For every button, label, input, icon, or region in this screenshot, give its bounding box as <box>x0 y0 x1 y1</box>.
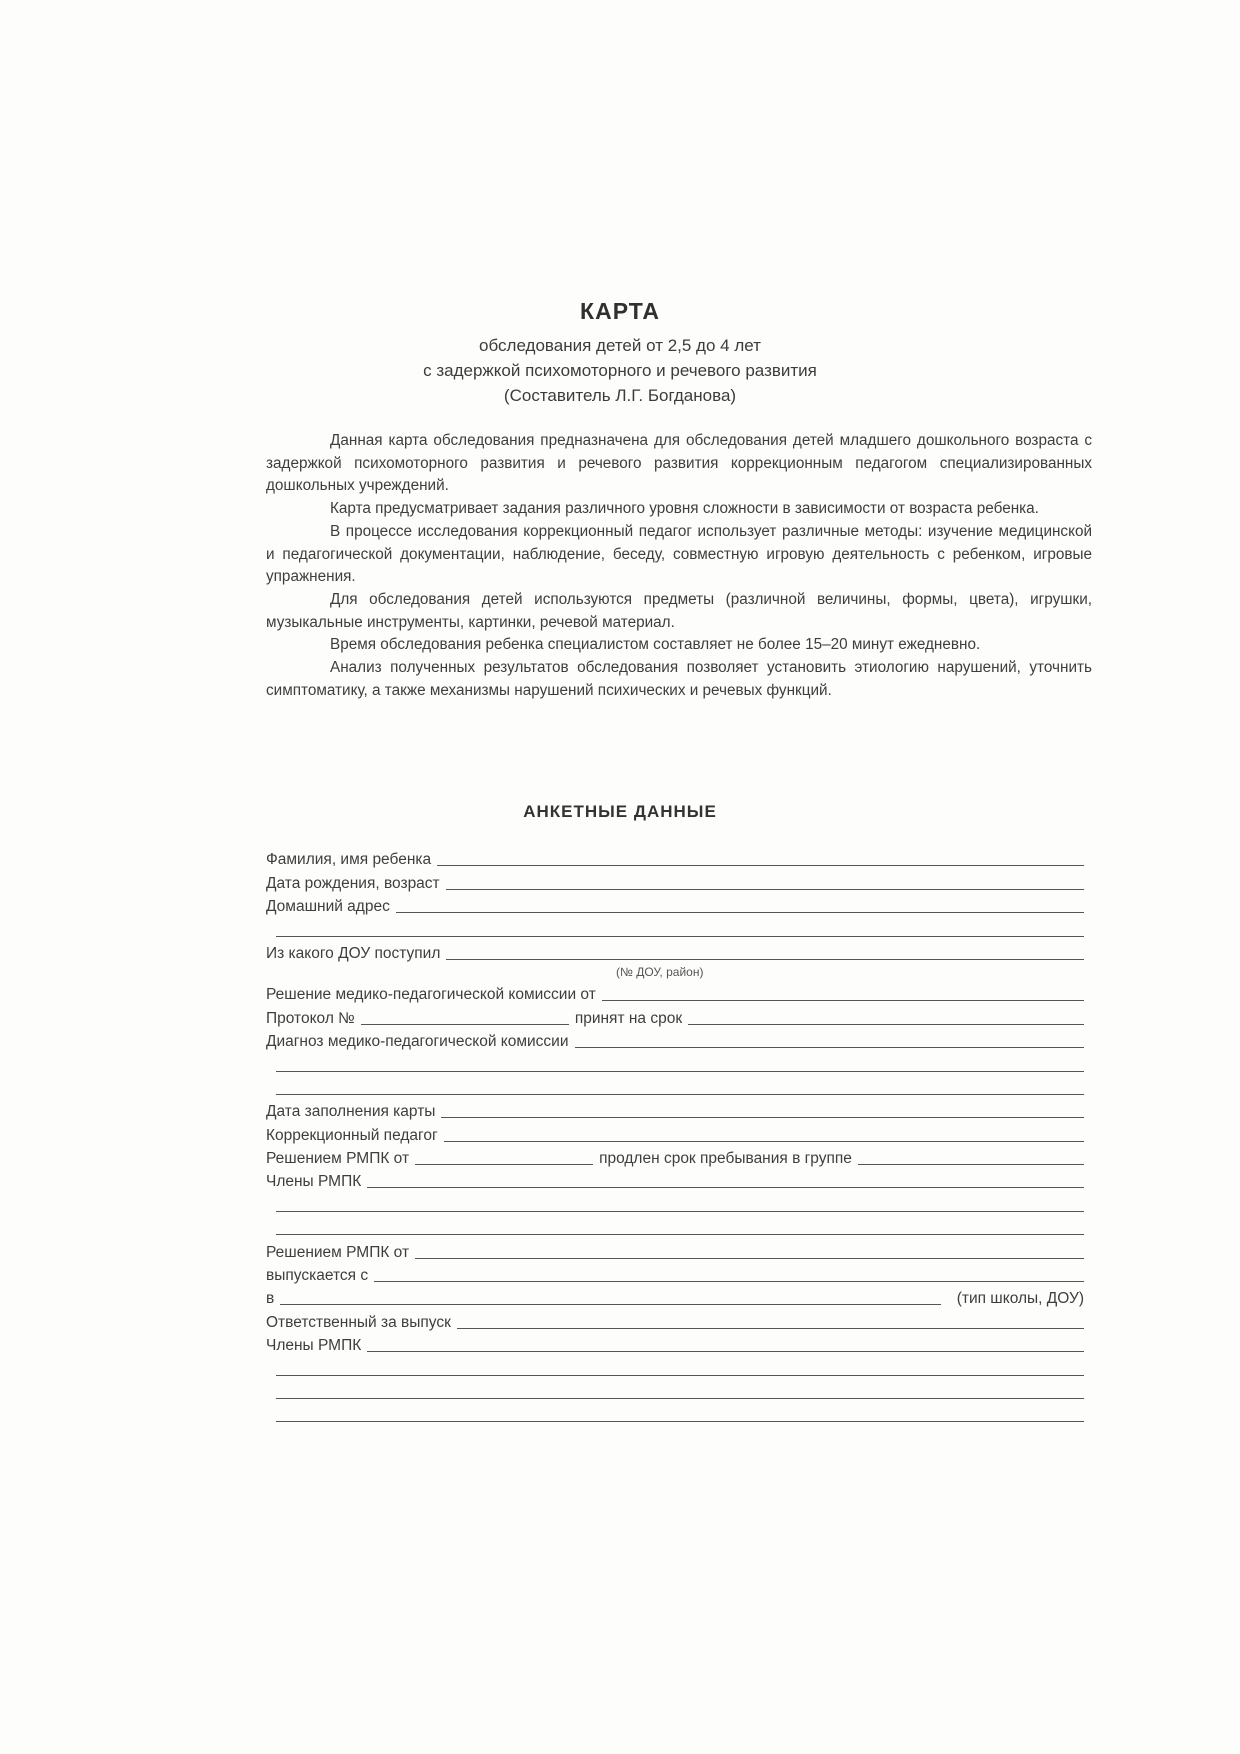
paragraph: Время обследования ребенка специалистом составляет не более 15–20 минут ежедневно. <box>330 636 981 654</box>
diagnosis-extra-line <box>266 1075 1084 1098</box>
rmpk-decision-2-field[interactable] <box>415 1257 1084 1259</box>
diagnosis-field-continued[interactable] <box>276 1093 1084 1095</box>
document-subtitle-2: с задержкой психомоторного и речевого развития <box>423 361 817 380</box>
fill-date-label: Дата заполнения карты <box>266 1103 436 1121</box>
extended-stay-label: продлен срок пребывания в группе <box>599 1150 852 1168</box>
form-row-birth-date <box>266 869 1084 892</box>
form-row-address <box>266 893 1084 916</box>
dou-note: (№ ДОУ, район) <box>616 964 704 979</box>
paragraph: В процессе исследования коррекционный педагог использует различные методы: изучение медицинской и педагогической документации, наблюдение, беседу, совместную игровую деятельность с ребенком, игровые упражнения. <box>266 522 1092 586</box>
commission-decision-label: Решение медико-педагогической комиссии от <box>266 986 596 1004</box>
address-field-continued[interactable] <box>276 935 1084 937</box>
form-row-rmpk-decision <box>266 1145 1084 1168</box>
document-title: КАРТА <box>580 298 660 324</box>
rmpk-members-field-continued[interactable] <box>276 1233 1084 1235</box>
in-label: в <box>266 1290 275 1308</box>
introduction-text <box>266 430 1092 702</box>
extended-stay-field[interactable] <box>858 1163 1084 1165</box>
document-header <box>0 298 1240 408</box>
paragraph: Для обследования детей используются предметы (различной величины, формы, цвета), игрушки, музыкальные инструменты, картинки, речевой материал. <box>266 590 1092 631</box>
responsible-field[interactable] <box>457 1327 1084 1329</box>
diagnosis-label: Диагноз медико-педагогической комиссии <box>266 1033 569 1051</box>
form-row-school-type <box>266 1285 1084 1308</box>
school-type-field[interactable] <box>280 1303 940 1305</box>
rmpk-members-extra-line <box>266 1215 1084 1238</box>
diagnosis-field[interactable] <box>575 1046 1085 1048</box>
rmpk-members-2-field-continued[interactable] <box>276 1420 1084 1422</box>
birth-date-label: Дата рождения, возраст <box>266 874 440 892</box>
document-author: (Составитель Л.Г. Богданова) <box>503 386 737 405</box>
form-row-protocol <box>266 1004 1084 1027</box>
address-extra-line <box>266 916 1084 939</box>
rmpk-members-2-extra-line <box>266 1355 1084 1378</box>
rmpk-members-label: Члены РМПК <box>266 1173 362 1191</box>
rmpk-members-2-field-continued[interactable] <box>276 1374 1084 1376</box>
released-field[interactable] <box>374 1280 1084 1282</box>
form-row-diagnosis <box>266 1028 1084 1051</box>
document-subtitle-1: обследования детей от 2,5 до 4 лет <box>479 336 761 355</box>
accepted-term-label: принят на срок <box>574 1009 683 1027</box>
birth-date-field[interactable] <box>446 888 1084 890</box>
rmpk-members-field-continued[interactable] <box>276 1210 1084 1212</box>
accepted-term-field[interactable] <box>688 1023 1084 1025</box>
teacher-field[interactable] <box>444 1140 1084 1142</box>
responsible-label: Ответственный за выпуск <box>266 1313 451 1331</box>
from-dou-label: Из какого ДОУ поступил <box>266 944 441 962</box>
paragraph: Карта предусматривает задания различного уровня сложности в зависимости от возраста ребенка. <box>330 500 1039 518</box>
rmpk-members-2-extra-line <box>266 1379 1084 1402</box>
form-row-responsible <box>266 1308 1084 1331</box>
from-dou-field[interactable] <box>446 958 1084 960</box>
form-row-released <box>266 1262 1084 1285</box>
questionnaire-form <box>266 846 1084 1425</box>
form-row-rmpk-decision-2 <box>266 1238 1084 1261</box>
teacher-label: Коррекционный педагог <box>266 1126 438 1144</box>
rmpk-members-2-label: Члены РМПК <box>266 1337 362 1355</box>
child-name-label: Фамилия, имя ребенка <box>266 851 432 869</box>
form-row-commission-decision <box>266 981 1084 1004</box>
rmpk-decision-label: Решением РМПК от <box>266 1150 410 1168</box>
rmpk-decision-date-field[interactable] <box>415 1163 593 1165</box>
commission-decision-field[interactable] <box>602 999 1084 1001</box>
rmpk-members-extra-line <box>266 1191 1084 1214</box>
rmpk-members-field[interactable] <box>367 1186 1084 1188</box>
section-title: АНКЕТНЫЕ ДАННЫЕ <box>523 802 717 821</box>
rmpk-members-2-extra-line <box>266 1402 1084 1425</box>
child-name-field[interactable] <box>437 864 1084 866</box>
form-row-teacher <box>266 1121 1084 1144</box>
rmpk-decision-2-label: Решением РМПК от <box>266 1243 410 1261</box>
diagnosis-extra-line <box>266 1051 1084 1074</box>
protocol-label: Протокол № <box>266 1009 355 1027</box>
form-row-rmpk-members <box>266 1168 1084 1191</box>
address-label: Домашний адрес <box>266 898 390 916</box>
paragraph: Данная карта обследования предназначена для обследования детей младшего дошкольного возраста с задержкой психомоторного развития и речевого развития коррекционным педагогом специализированных дошкольных учреждений. <box>266 432 1092 495</box>
fill-date-field[interactable] <box>441 1116 1084 1118</box>
protocol-number-field[interactable] <box>361 1023 569 1025</box>
paragraph: Анализ полученных результатов обследования позволяет установить этиологию нарушений, уточнить симптоматику, а также механизмы нарушений психических и речевых функций. <box>266 659 1092 699</box>
form-row-rmpk-members-2 <box>266 1332 1084 1355</box>
form-row-from-dou <box>266 940 1084 963</box>
form-row-child-name <box>266 846 1084 869</box>
diagnosis-field-continued[interactable] <box>276 1070 1084 1072</box>
rmpk-members-2-field[interactable] <box>367 1350 1084 1352</box>
rmpk-members-2-field-continued[interactable] <box>276 1397 1084 1399</box>
form-row-fill-date <box>266 1098 1084 1121</box>
released-label: выпускается с <box>266 1267 369 1285</box>
school-type-label: (тип школы, ДОУ) <box>956 1290 1084 1308</box>
address-field[interactable] <box>396 911 1084 913</box>
